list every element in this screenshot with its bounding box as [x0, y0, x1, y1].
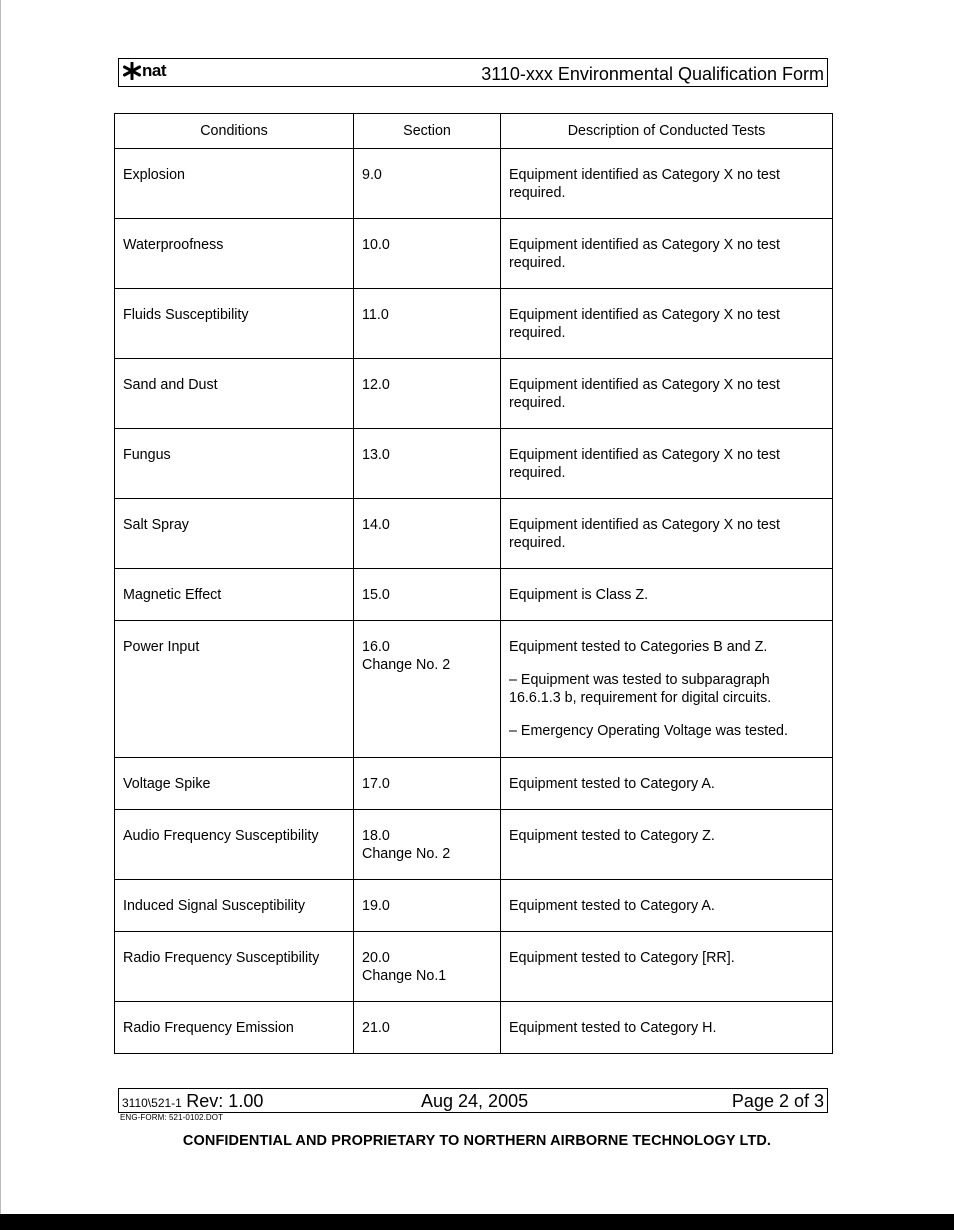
section-cell: 14.0	[354, 499, 501, 569]
description-bullet: – Emergency Operating Voltage was tested.	[509, 723, 788, 739]
revision-label: Rev: 1.00	[186, 1091, 264, 1111]
scan-bottom-edge	[0, 1214, 954, 1230]
company-logo	[123, 61, 166, 81]
condition-cell: Sand and Dust	[115, 359, 354, 429]
section-cell: 21.0	[354, 1002, 501, 1054]
section-change-note: Change No. 2	[362, 657, 451, 673]
table-row	[115, 499, 833, 569]
eng-form-reference: ENG-FORM: 521-0102.DOT	[120, 1113, 224, 1122]
table-header-row	[115, 114, 833, 149]
section-cell: 17.0	[354, 758, 501, 810]
section-cell	[354, 932, 501, 1002]
section-cell: 12.0	[354, 359, 501, 429]
condition-cell: Induced Signal Susceptibility	[115, 880, 354, 932]
description-cell: Equipment identified as Category X no test required.	[501, 499, 833, 569]
table-row	[115, 359, 833, 429]
description-cell: Equipment identified as Category X no test required.	[501, 289, 833, 359]
table-row	[115, 810, 833, 880]
condition-cell: Salt Spray	[115, 499, 354, 569]
condition-cell: Waterproofness	[115, 219, 354, 289]
description-text: Equipment tested to Categories B and Z.	[509, 639, 768, 655]
condition-cell: Magnetic Effect	[115, 569, 354, 621]
column-header-conditions: Conditions	[115, 114, 354, 149]
description-cell: Equipment is Class Z.	[501, 569, 833, 621]
form-title: 3110-xxx Environmental Qualification Form	[481, 64, 824, 84]
condition-cell: Radio Frequency Emission	[115, 1002, 354, 1054]
document-header	[118, 58, 828, 87]
section-number: 16.0	[362, 639, 390, 655]
section-change-note: Change No. 2	[362, 846, 451, 862]
section-cell	[354, 621, 501, 758]
section-cell: 9.0	[354, 149, 501, 219]
description-cell	[501, 621, 833, 758]
description-cell: Equipment identified as Category X no test required.	[501, 219, 833, 289]
qualification-table	[114, 113, 833, 1054]
table-row	[115, 880, 833, 932]
table-row	[115, 149, 833, 219]
document-revision	[122, 1091, 263, 1112]
description-cell: Equipment tested to Category Z.	[501, 810, 833, 880]
condition-cell: Power Input	[115, 621, 354, 758]
description-cell: Equipment tested to Category H.	[501, 1002, 833, 1054]
table-row	[115, 758, 833, 810]
condition-cell: Explosion	[115, 149, 354, 219]
scan-edge	[0, 0, 1, 1214]
logo-text: nat	[142, 61, 166, 80]
section-cell: 19.0	[354, 880, 501, 932]
condition-cell: Audio Frequency Susceptibility	[115, 810, 354, 880]
table-row	[115, 219, 833, 289]
page-number: Page 2 of 3	[731, 1091, 824, 1111]
description-cell: Equipment tested to Category A.	[501, 758, 833, 810]
star-icon	[123, 62, 141, 80]
condition-cell: Fluids Susceptibility	[115, 289, 354, 359]
description-bullet: – Equipment was tested to subparagraph 16.6.1.3 b, requirement for digital circuits.	[509, 672, 772, 706]
table-row	[115, 1002, 833, 1054]
column-header-section: Section	[354, 114, 501, 149]
confidentiality-notice: CONFIDENTIAL AND PROPRIETARY TO NORTHERN AIRBORNE TECHNOLOGY LTD.	[182, 1133, 772, 1149]
description-cell: Equipment identified as Category X no test required.	[501, 359, 833, 429]
document-id: 3110\521-1	[122, 1096, 182, 1110]
section-cell: 11.0	[354, 289, 501, 359]
section-cell	[354, 810, 501, 880]
section-change-note: Change No.1	[362, 968, 447, 984]
description-cell: Equipment tested to Category A.	[501, 880, 833, 932]
description-cell: Equipment tested to Category [RR].	[501, 932, 833, 1002]
section-cell: 13.0	[354, 429, 501, 499]
table-row	[115, 621, 833, 758]
condition-cell: Fungus	[115, 429, 354, 499]
table-row	[115, 429, 833, 499]
document-date: Aug 24, 2005	[421, 1091, 529, 1111]
table-row	[115, 932, 833, 1002]
description-cell: Equipment identified as Category X no test required.	[501, 149, 833, 219]
condition-cell: Radio Frequency Susceptibility	[115, 932, 354, 1002]
description-cell: Equipment identified as Category X no test required.	[501, 429, 833, 499]
section-number: 18.0	[362, 828, 390, 844]
section-number: 20.0	[362, 950, 390, 966]
section-cell: 15.0	[354, 569, 501, 621]
table-row	[115, 569, 833, 621]
section-cell: 10.0	[354, 219, 501, 289]
condition-cell: Voltage Spike	[115, 758, 354, 810]
table-row	[115, 289, 833, 359]
column-header-description: Description of Conducted Tests	[501, 114, 833, 149]
document-footer	[118, 1088, 828, 1113]
